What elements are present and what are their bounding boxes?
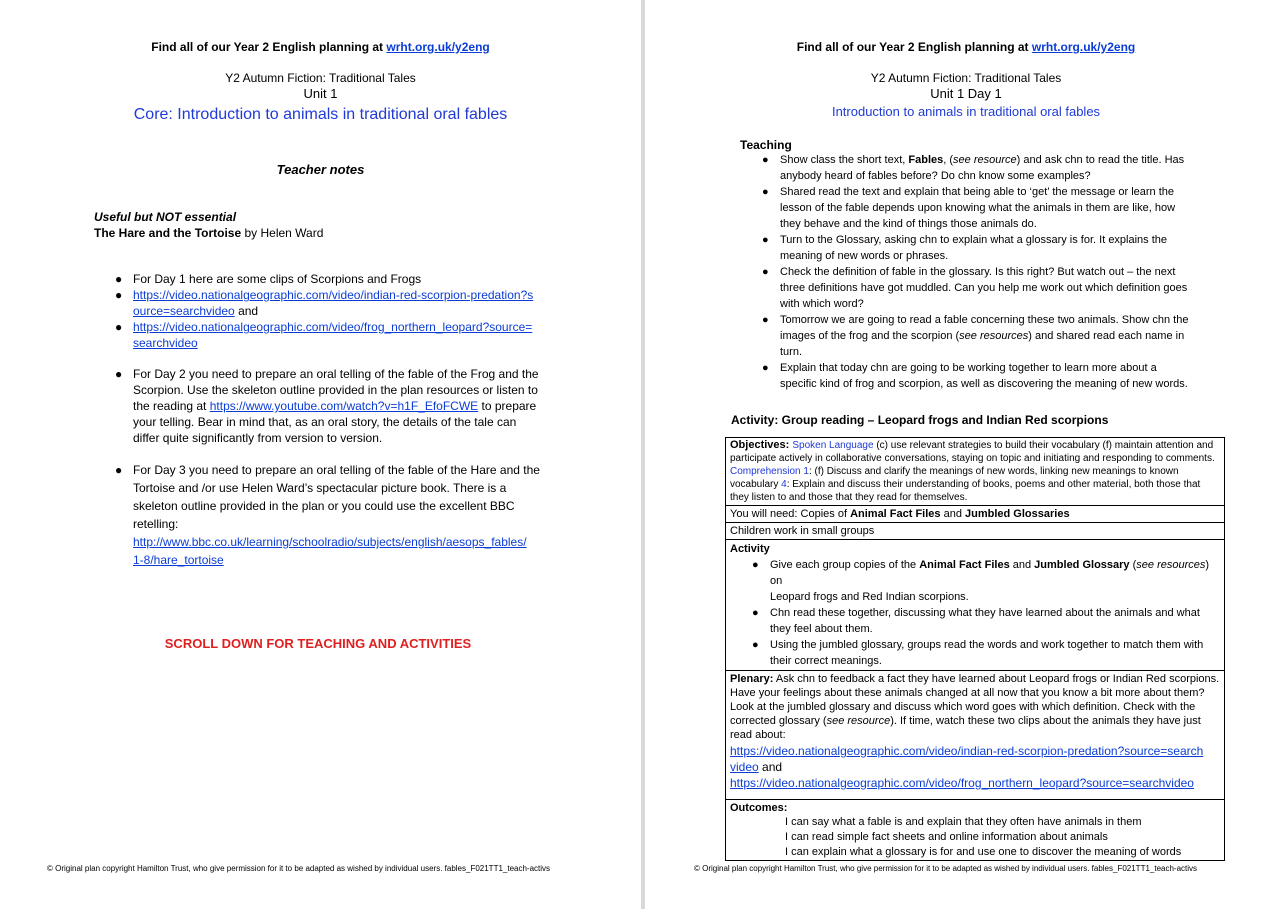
subtitle: Y2 Autumn Fiction: Traditional Tales	[870, 71, 1062, 85]
day2-line: differ quite significantly from version to version.	[133, 431, 383, 445]
comprehension-tag: 4	[781, 479, 787, 490]
plenary-text: corrected glossary (	[730, 715, 827, 727]
teaching-text: they behave and the kind of things those animals do.	[780, 218, 1037, 230]
teaching-text: Check the definition of fable in the glossary. Is this right? But watch out – the next	[780, 266, 1176, 278]
activity-text: Jumbled Glossary	[1034, 559, 1130, 571]
plenary-text: read about:	[730, 729, 786, 741]
plenary-text: see resource	[826, 715, 891, 727]
planning-header	[0, 39, 641, 55]
book-author: by Helen Ward	[241, 226, 324, 240]
objectives-label: Objectives:	[730, 439, 793, 451]
teaching-text: Shared read the text and explain that being able to ‘get’ the message or learn the	[780, 186, 1175, 198]
resources-text: You will need: Copies of	[730, 508, 851, 520]
bbc-link-cont[interactable]: 1-8/hare_tortoise	[133, 553, 224, 567]
grouping-text: Children work in small groups	[726, 523, 1225, 540]
resources-row	[726, 506, 1225, 523]
teaching-text: see resources	[959, 330, 1029, 342]
subtitle: Y2 Autumn Fiction: Traditional Tales	[225, 71, 416, 85]
frog-clip-link[interactable]: https://video.nationalgeographic.com/video/frog_northern_leopard?source=	[133, 320, 533, 334]
useful-note: Useful but NOT essential	[94, 210, 237, 224]
teaching-text: Tomorrow we are going to read a fable concerning these two animals. Show chn the	[780, 314, 1189, 326]
day2-line: For Day 2 you need to prepare an oral telling of the fable of the Frog and the	[133, 367, 539, 381]
and-text: and	[758, 760, 783, 774]
header-text: Find all of our Year 2 English planning at	[151, 40, 387, 54]
day2-line: your telling. Bear in mind that, as an oral story, the details of the tale can	[133, 415, 517, 429]
teaching-text: Turn to the Glossary, asking chn to explain what a glossary is for. It explains the	[780, 234, 1168, 246]
scorpion-clip-link[interactable]: https://video.nationalgeographic.com/video/indian-red-scorpion-predation?source=search	[730, 744, 1204, 758]
scorpion-clip-link-cont[interactable]: video	[730, 760, 759, 774]
activity-text: they feel about them.	[770, 623, 873, 635]
copyright-footer: © Original plan copyright Hamilton Trust, who give permission for it to be adapted as wished by individual users. fables_F021TT1_teach-activs	[47, 864, 551, 873]
plenary-row	[726, 671, 1225, 800]
day2-line: to prepare	[478, 399, 537, 413]
resources-text: Jumbled Glossaries	[965, 508, 1070, 520]
outcome-item: I can explain what a glossary is for and use one to discover the meaning of words	[785, 846, 1182, 858]
objective-text: they listen to and those that they read for themselves.	[730, 492, 968, 503]
book-reference	[94, 225, 323, 241]
and-text: and	[234, 304, 259, 318]
activity-text: and	[1009, 559, 1035, 571]
objectives-row	[726, 438, 1225, 506]
activity-heading: Activity: Group reading – Leopard frogs and Indian Red scorpions	[731, 413, 1109, 427]
activity-text: see resources	[1136, 559, 1206, 571]
day3-line: retelling:	[133, 517, 179, 531]
plenary-text: Look at the jumbled glossary and discuss which word goes with which definition. Check with the	[730, 701, 1196, 713]
day1-notes: ● For Day 1 here are some clips of Scorpions and Frogs ● https://video.nationalgeographic.com/video/indian-red-scorpion-predation?s ource=searchvideo and ● https://video.nationalgeographic.com/video/frog_northern_leopard?source= searchvideo	[115, 272, 534, 350]
outcomes-label: Outcomes:	[730, 802, 788, 814]
day2-line: the reading at	[133, 399, 210, 413]
outcome-item: I can say what a fable is and explain that they often have animals in them	[785, 816, 1142, 828]
teaching-text: Explain that today chn are going to be working together to learn more about a	[780, 362, 1157, 374]
comprehension-tag: Comprehension 1	[730, 466, 809, 477]
planning-header	[645, 39, 1287, 55]
teaching-text: ) and ask chn to read the title. Has	[1016, 154, 1185, 166]
teaching-text: anybody heard of fables before? Do chn know some examples?	[780, 170, 1091, 182]
spoken-language-tag: Spoken Language	[792, 440, 874, 451]
objective-text: vocabulary	[730, 479, 782, 490]
teacher-notes-heading: Teacher notes	[276, 162, 365, 177]
teaching-text: three definitions have got muddled. Can you help me work out which definition goes	[780, 282, 1188, 294]
bbc-link[interactable]: http://www.bbc.co.uk/learning/schoolradio/subjects/english/aesops_fables/	[133, 535, 527, 549]
objective-text: : (f) Discuss and clarify the meanings of new words, linking new meanings to known	[808, 466, 1179, 477]
activity-text: Leopard frogs and Red Indian scorpions.	[770, 591, 969, 603]
day1-text: For Day 1 here are some clips of Scorpions and Frogs	[133, 272, 422, 286]
teaching-text: with which word?	[780, 298, 864, 310]
outcome-item: I can read simple fact sheets and online information about animals	[785, 831, 1108, 843]
teaching-text: Fables	[908, 154, 944, 166]
teaching-text: ) and shared read each name in	[1028, 330, 1185, 342]
header-text: Find all of our Year 2 English planning at	[796, 40, 1032, 54]
frog-clip-link[interactable]: https://video.nationalgeographic.com/video/frog_northern_leopard?source=searchvideo	[730, 776, 1194, 790]
header-link[interactable]: wrht.org.uk/y2eng	[1031, 40, 1136, 54]
activity-label: Activity	[730, 543, 770, 555]
activity-text: Using the jumbled glossary, groups read the words and work together to match them with	[770, 639, 1204, 651]
objective-text: participate actively in collaborative conversations, staying on topic and initiating and responding to comments.	[730, 453, 1215, 464]
teaching-text: turn.	[780, 346, 803, 358]
plenary-label: Plenary:	[730, 673, 774, 685]
copyright-footer: © Original plan copyright Hamilton Trust, who give permission for it to be adapted as wished by individual users. fables_F021TT1_teach-activs	[694, 864, 1198, 873]
activity-row: Activity ● Give each group copies of the Animal Fact Files and Jumbled Glossary (see resources) on Leopard frogs and Red Indian scorpions. ● Chn read these together, discussing what they have learned about the animals and what they feel about them. ● Using the jumbled glossary, groups read the words and work together to match them with their correct meanings.	[726, 540, 1225, 671]
activity-text: Chn read these together, discussing what they have learned about the animals and what	[770, 607, 1200, 619]
header-link[interactable]: wrht.org.uk/y2eng	[386, 40, 490, 54]
plenary-text: ). If time, watch these two clips about the animals they have just	[890, 715, 1201, 727]
book-title: The Hare and the Tortoise	[94, 226, 242, 240]
youtube-link[interactable]: https://www.youtube.com/watch?v=h1F_EfoFCWE	[209, 399, 479, 413]
activity-text: ) on	[770, 559, 1210, 587]
activity-text: (	[1129, 559, 1137, 571]
teaching-list: ● Show class the short text, Fables, (see resource) and ask chn to read the title. Has anybody heard of fables before? Do chn know some examples? ● Shared read the text and explain that being able to ‘get’ the message or learn the lesson of the fable depends upon knowing what the animals in them are like, how they behave and the kind of things those animals do. ● Turn to the Glossary, asking chn to explain what a glossary is for. It explains the meaning of new words or phrases. ● Check the definition of fable in the glossary. Is this right? But watch out – the next three definitions have got muddled. Can you help me work out which definition goes with which word? ● Tomorrow we are going to read a fable concerning these two animals. Show chn the images of the frog and the scorpion (see resources) and shared read each name in turn. ● Explain that today chn are going to be working together to learn more about a specific kind of frog and scorpion, as well as discovering the meaning of new words.	[780, 152, 1220, 392]
plenary-text: Ask chn to feedback a fact they have learned about Leopard frogs or Indian Red scorpions.	[773, 673, 1220, 685]
resources-text: Animal Fact Files	[850, 508, 941, 520]
teaching-heading: Teaching	[740, 138, 792, 152]
day3-notes: ● For Day 3 you need to prepare an oral telling of the fable of the Hare and the Tortoise and /or use Helen Ward’s spectacular picture book. There is a skeleton outline provided in the plan or you could use the excellent BBC retelling: http://www.bbc.co.uk/learning/schoolradio/subjects/english/aesops_fables/ 1-8/hare_tortoise	[133, 461, 573, 569]
plenary-text: Have your feelings about these animals changed at all now that you know a bit more about them?	[730, 687, 1205, 699]
teaching-text: , (	[943, 154, 954, 166]
unit-label: Unit 1	[303, 86, 338, 101]
teaching-text: Show class the short text,	[780, 154, 909, 166]
scorpion-clip-link[interactable]: https://video.nationalgeographic.com/video/indian-red-scorpion-predation?s	[133, 288, 534, 302]
teaching-text: lesson of the fable depends upon knowing what the animals in them are like, how	[780, 202, 1176, 214]
resources-text: and	[940, 508, 966, 520]
left-page	[0, 0, 641, 909]
activity-table	[725, 437, 1225, 861]
day2-notes: ● For Day 2 you need to prepare an oral telling of the fable of the Frog and the Scorpion. Use the skeleton outline provided in the plan resources or listen to the reading at https://www.youtube.com/watch?v=h1F_EfoFCWE to prepare your telling. Bear in mind that, as an oral story, the details of the tale can differ quite significantly from version to version.	[133, 366, 573, 446]
day3-line: For Day 3 you need to prepare an oral telling of the fable of the Hare and the	[133, 463, 540, 477]
outcomes-row	[726, 800, 1225, 861]
activity-text: Give each group copies of the	[770, 559, 920, 571]
teaching-text: see resource	[953, 154, 1017, 166]
day2-line: Scorpion. Use the skeleton outline provided in the plan resources or listen to	[133, 383, 538, 397]
unit-label: Unit 1 Day 1	[930, 86, 1002, 101]
grouping-row	[726, 523, 1225, 540]
lesson-title: Introduction to animals in traditional oral fables	[831, 104, 1101, 119]
frog-clip-link-cont[interactable]: searchvideo	[133, 336, 198, 350]
scorpion-clip-link-cont[interactable]: ource=searchvideo	[133, 304, 235, 318]
teaching-text: meaning of new words or phrases.	[780, 250, 949, 262]
teaching-text: images of the frog and the scorpion (	[780, 330, 960, 342]
objective-text: : Explain and discuss their understanding of books, poems and other material, both those that	[786, 479, 1201, 490]
scroll-notice: SCROLL DOWN FOR TEACHING AND ACTIVITIES	[164, 636, 472, 651]
activity-text: Animal Fact Files	[919, 559, 1010, 571]
core-title: Core: Introduction to animals in traditional oral fables	[133, 106, 508, 123]
objective-text: (c) use relevant strategies to build their vocabulary (f) maintain attention and	[873, 440, 1214, 451]
day3-line: Tortoise and /or use Helen Ward’s spectacular picture book. There is a	[133, 481, 507, 495]
teaching-text: specific kind of frog and scorpion, as well as discovering the meaning of new words.	[780, 378, 1188, 390]
activity-text: their correct meanings.	[770, 655, 882, 667]
day3-line: skeleton outline provided in the plan or you could use the excellent BBC	[133, 499, 515, 513]
